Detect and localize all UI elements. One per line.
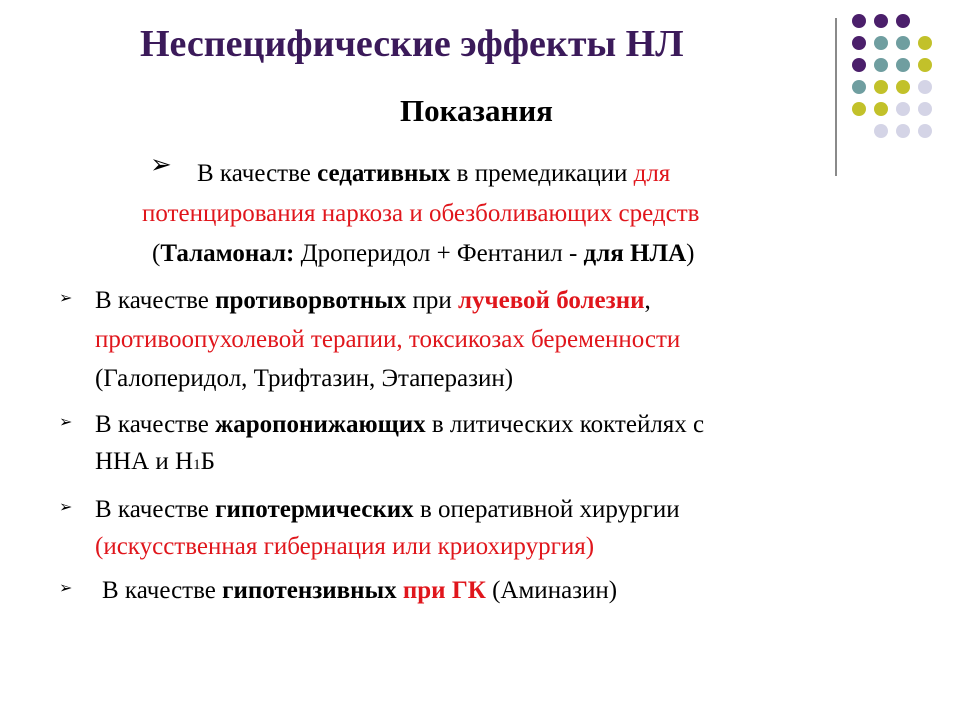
decorative-dot (896, 58, 910, 72)
item-text: В качестве (102, 577, 223, 604)
slide-title: Неспецифические эффекты НЛ (140, 23, 684, 65)
item-highlight: потенцирования наркоза и обезболивающих средств (142, 200, 700, 227)
list-item-hypotensive (102, 571, 617, 610)
item-keyword: жаропонижающих (215, 411, 426, 438)
list-item-antiemetic-line2 (95, 320, 680, 359)
decorative-dot (874, 124, 888, 138)
item-text: при (406, 287, 458, 314)
bullet-arrow-icon: ➢ (59, 580, 73, 597)
decorative-dot (896, 124, 910, 138)
item-keyword: гипотермических (215, 496, 414, 523)
decorative-dot (852, 14, 866, 28)
decorative-dot (896, 80, 910, 94)
item-text: В качестве (95, 496, 216, 523)
bullet-arrow-icon: ➢ (59, 499, 73, 516)
decorative-dot (918, 80, 932, 94)
decorative-dot (852, 80, 866, 94)
slide-subtitle: Показания (400, 93, 553, 128)
decorative-dot (896, 14, 910, 28)
list-item-antiemetic (95, 281, 651, 320)
item-keyword: для НЛА (583, 240, 687, 267)
list-item-hypothermic-line2 (95, 527, 594, 566)
decorative-dot (874, 58, 888, 72)
decorative-dot (918, 36, 932, 50)
item-text: В качестве (197, 160, 318, 187)
list-item-sedative (197, 154, 670, 193)
decorative-vertical-line (835, 18, 837, 176)
decorative-dot (874, 80, 888, 94)
item-text: ) (686, 240, 695, 267)
bullet-arrow-icon: ➢ (150, 150, 172, 179)
item-text: Б (200, 448, 215, 475)
item-highlight: при ГК (402, 577, 486, 604)
decorative-dot (874, 102, 888, 116)
list-item-sedative-line2 (142, 194, 699, 233)
list-item-hypothermic (95, 490, 680, 529)
bullet-arrow-icon: ➢ (59, 290, 73, 307)
item-text: Дроперидол + Фентанил - (294, 240, 584, 267)
decorative-dot-grid (852, 14, 932, 154)
decorative-dot (896, 36, 910, 50)
list-item-antipyretic (95, 405, 704, 444)
list-item-antiemetic-line3 (95, 359, 513, 398)
decorative-dot (896, 102, 910, 116)
item-text: (Аминазин) (485, 577, 618, 604)
decorative-dot (918, 58, 932, 72)
decorative-dot (852, 58, 866, 72)
item-text: В качестве (95, 287, 216, 314)
item-text: ННА и Н (95, 448, 194, 475)
decorative-dot (874, 36, 888, 50)
item-subscript: 1 (193, 457, 201, 473)
decorative-dot (852, 102, 866, 116)
list-item-sedative-line3 (152, 234, 694, 273)
item-text: (Галоперидол, Трифтазин, Этаперазин) (95, 365, 514, 392)
item-text: в литических коктейлях с (425, 411, 705, 438)
decorative-dot (918, 124, 932, 138)
item-keyword: Таламонал: (160, 240, 295, 267)
item-text: в премедикации (450, 160, 634, 187)
item-keyword: гипотензивных (222, 577, 397, 604)
item-text: В качестве (95, 411, 216, 438)
list-item-antipyretic-line2 (95, 442, 215, 485)
item-keyword: противорвотных (215, 287, 407, 314)
bullet-arrow-icon: ➢ (59, 414, 73, 431)
item-highlight: лучевой болезни (457, 287, 645, 314)
item-keyword: седативных (317, 160, 451, 187)
decorative-dot (874, 14, 888, 28)
item-highlight: для (633, 160, 671, 187)
item-highlight: (искусственная гибернация или криохирургия) (95, 533, 595, 560)
item-text: , (644, 287, 651, 314)
decorative-dot (918, 102, 932, 116)
item-text: в оперативной хирургии (413, 496, 680, 523)
decorative-dot (852, 36, 866, 50)
item-highlight: противоопухолевой терапии, токсикозах беременности (95, 326, 681, 353)
item-text: ( (152, 240, 161, 267)
